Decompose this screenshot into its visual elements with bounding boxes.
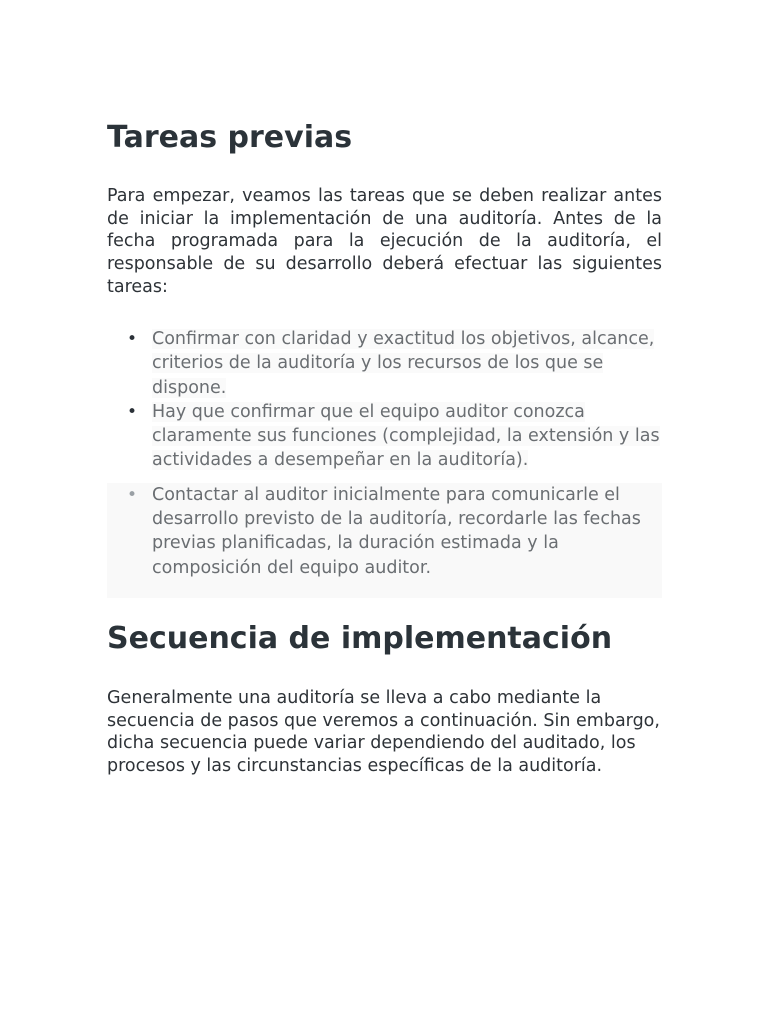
section-heading-secuencia: Secuencia de implementación: [107, 621, 613, 656]
list-item: [107, 400, 662, 473]
list-item-text: Contactar al auditor inicialmente para comunicarle el desarrollo previsto de la auditoría, recordarle las fechas previas planificadas, la duración estimada y la composición del equipo auditor.: [152, 484, 641, 578]
bullet-icon: •: [127, 329, 138, 349]
section-heading-tareas-previas: Tareas previas: [107, 120, 353, 155]
tasks-list: [107, 327, 662, 598]
intro-paragraph: Para empezar, veamos las tareas que se deben realizar antes de iniciar la implementación de una auditoría. Antes de la fecha programada para la ejecución de la auditoría, el responsable de su desarrollo deberá efectuar las siguientes tareas:: [107, 186, 662, 297]
sequence-paragraph: Generalmente una auditoría se lleva a cabo mediante la secuencia de pasos que veremos a continuación. Sin embargo, dicha secuencia puede variar dependiendo del auditado, los procesos y las circunstancias específicas de la auditoría.: [107, 688, 660, 777]
list-item: [107, 483, 662, 598]
bullet-icon: •: [127, 401, 138, 422]
bullet-icon: •: [127, 484, 138, 505]
list-item-text: Confirmar con claridad y exactitud los objetivos, alcance, criterios de la auditoría y los recursos de los que se dispone.: [152, 329, 655, 398]
list-item: [107, 327, 662, 400]
list-item-text: Hay que confirmar que el equipo auditor conozca claramente sus funciones (complejidad, la extensión y las actividades a desempeñar en la auditoría).: [152, 401, 660, 471]
